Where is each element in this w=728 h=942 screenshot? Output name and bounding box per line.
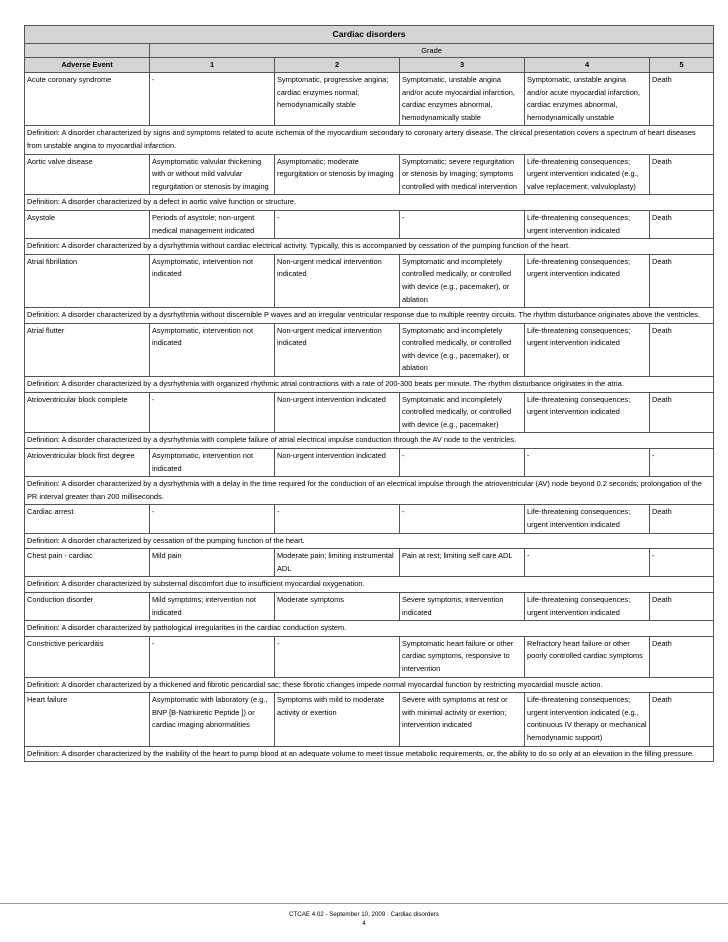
grade-2-cell: Asymptomatic; moderate regurgitation or stenosis by imaging — [275, 154, 400, 195]
definition-text: Definition: A disorder characterized by a dysrhythmia without discernible P waves and an irregular ventricular response due to multiple reentry circuits. The rhythm disturbance originates above the ventricles. — [25, 308, 714, 324]
definition-row — [25, 533, 714, 549]
table-row — [25, 505, 714, 533]
grade-1-cell: - — [150, 73, 275, 126]
grade-4-cell: Life-threatening consequences; urgent intervention indicated — [525, 323, 650, 376]
adverse-event-cell: Atrioventricular block complete — [25, 392, 150, 433]
grade-5-cell: Death — [650, 693, 714, 746]
grade-5-cell: Death — [650, 210, 714, 238]
table-row — [25, 549, 714, 577]
definition-row — [25, 746, 714, 762]
grade-4-cell: Life-threatening consequences; urgent intervention indicated (e.g., continuous IV therapy or mechanical hemodynamic support) — [525, 693, 650, 746]
grade-4-cell: Life-threatening consequences; urgent intervention indicated — [525, 505, 650, 533]
adverse-event-cell: Cardiac arrest — [25, 505, 150, 533]
definition-text: Definition: A disorder characterized by a defect in aortic valve function or structure. — [25, 195, 714, 211]
grade-1-cell: Asymptomatic valvular thickening with or without mild valvular regurgitation or stenosis by imaging — [150, 154, 275, 195]
definition-text: Definition: A disorder characterized by substernal discomfort due to insufficient myocardial oxygenation. — [25, 577, 714, 593]
definition-row — [25, 621, 714, 637]
table-row — [25, 392, 714, 433]
grade-2-cell: Non-urgent medical intervention indicated — [275, 254, 400, 307]
grade-1-cell: Mild pain — [150, 549, 275, 577]
ctcae-page — [24, 25, 713, 762]
grade-1-cell: Mild symptoms; intervention not indicated — [150, 592, 275, 620]
definition-text: Definition: A disorder characterized by a dysrhythmia with a delay in the time required for the conduction of an electrical impulse through the atrioventricular (AV) node beyond 0.2 seconds; prolongation of the PR interval greater than 200 milliseconds. — [25, 477, 714, 505]
table-row — [25, 693, 714, 746]
grade-3-cell: Symptomatic and incompletely controlled medically, or controlled with device (e.g., pacemaker), or ablation — [400, 254, 525, 307]
adverse-event-cell: Atrial flutter — [25, 323, 150, 376]
grade-5-cell: Death — [650, 323, 714, 376]
definition-row — [25, 308, 714, 324]
grade-3-cell: Symptomatic and incompletely controlled medically, or controlled with device (e.g., pacemaker) — [400, 392, 525, 433]
column-header-grade-5: 5 — [650, 58, 714, 73]
grade-5-cell: Death — [650, 592, 714, 620]
grade-4-cell: Life-threatening consequences; urgent intervention indicated — [525, 392, 650, 433]
adverse-event-cell: Atrioventricular block first degree — [25, 449, 150, 477]
definition-text: Definition: A disorder characterized by a dysrhythmia with complete failure of atrial electrical impulse conduction through the AV node to the ventricles. — [25, 433, 714, 449]
grade-4-cell: Symptomatic, unstable angina and/or acute myocardial infarction, cardiac enzymes abnormal, hemodynamically unstable — [525, 73, 650, 126]
grade-3-cell: Severe symptoms; intervention indicated — [400, 592, 525, 620]
definition-row — [25, 126, 714, 154]
table-row — [25, 210, 714, 238]
grade-header: Grade — [150, 44, 714, 58]
grade-3-cell: - — [400, 449, 525, 477]
column-header-adverse-event: Adverse Event — [25, 58, 150, 73]
grade-2-cell: Symptoms with mild to moderate activity or exertion — [275, 693, 400, 746]
grade-5-cell: Death — [650, 505, 714, 533]
grade-5-cell: - — [650, 549, 714, 577]
adverse-event-cell: Acute coronary syndrome — [25, 73, 150, 126]
grade-4-cell: - — [525, 549, 650, 577]
definition-row — [25, 195, 714, 211]
grade-2-cell: Moderate symptoms — [275, 592, 400, 620]
table-title: Cardiac disorders — [25, 26, 714, 44]
grade-4-cell: Life-threatening consequences; urgent intervention indicated — [525, 592, 650, 620]
grade-1-cell: Asymptomatic with laboratory (e.g., BNP [B-Natriuretic Peptide ]) or cardiac imaging abnormalities — [150, 693, 275, 746]
adverse-event-cell: Constrictive pericarditis — [25, 636, 150, 677]
column-header-grade-2: 2 — [275, 58, 400, 73]
grade-1-cell: - — [150, 636, 275, 677]
grade-5-cell: - — [650, 449, 714, 477]
grade-1-cell: Asymptomatic, intervention not indicated — [150, 254, 275, 307]
grade-3-cell: Severe with symptoms at rest or with minimal activity or exertion; intervention indicated — [400, 693, 525, 746]
definition-text: Definition: A disorder characterized by cessation of the pumping function of the heart. — [25, 533, 714, 549]
grade-2-cell: - — [275, 210, 400, 238]
grade-1-cell: - — [150, 505, 275, 533]
grade-5-cell: Death — [650, 154, 714, 195]
grade-3-cell: - — [400, 210, 525, 238]
grade-3-cell: Symptomatic heart failure or other cardiac symptoms, responsive to intervention — [400, 636, 525, 677]
grade-5-cell: Death — [650, 392, 714, 433]
adverse-event-cell: Conduction disorder — [25, 592, 150, 620]
column-header-grade-1: 1 — [150, 58, 275, 73]
grade-1-cell: - — [150, 392, 275, 433]
grade-5-cell: Death — [650, 254, 714, 307]
table-row — [25, 592, 714, 620]
definition-row — [25, 677, 714, 693]
grade-1-cell: Periods of asystole; non-urgent medical management indicated — [150, 210, 275, 238]
definition-row — [25, 377, 714, 393]
grade-3-cell: Symptomatic and incompletely controlled medically, or controlled with device (e.g., pacemaker), or ablation — [400, 323, 525, 376]
definition-text: Definition: A disorder characterized by a thickened and fibrotic pericardial sac; these fibrotic changes impede normal myocardial function by restricting myocardial muscle action. — [25, 677, 714, 693]
definition-row — [25, 477, 714, 505]
grade-4-cell: Life-threatening consequences; urgent intervention indicated — [525, 254, 650, 307]
grade-2-cell: Non-urgent intervention indicated — [275, 449, 400, 477]
definition-text: Definition: A disorder characterized by a dysrhythmia with organized rhythmic atrial contractions with a rate of 200-300 beats per minute. The rhythm disturbance originates in the atria. — [25, 377, 714, 393]
definition-text: Definition: A disorder characterized by pathological irregularities in the cardiac conduction system. — [25, 621, 714, 637]
table-row — [25, 323, 714, 376]
definition-text: Definition: A disorder characterized by a dysrhythmia without cardiac electrical activity. Typically, this is accompanied by cessation of the pumping function of the heart. — [25, 239, 714, 255]
grade-4-cell: Life-threatening consequences; urgent intervention indicated — [525, 210, 650, 238]
grade-2-cell: Symptomatic, progressive angina; cardiac enzymes normal; hemodynamically stable — [275, 73, 400, 126]
grade-2-cell: Moderate pain; limiting instrumental ADL — [275, 549, 400, 577]
grade-3-cell: Symptomatic; severe regurgitation or stenosis by imaging; symptoms controlled with medical intervention — [400, 154, 525, 195]
table-row — [25, 636, 714, 677]
grade-3-cell: - — [400, 505, 525, 533]
grade-1-cell: Asymptomatic, intervention not indicated — [150, 449, 275, 477]
table-row — [25, 154, 714, 195]
adverse-event-table — [24, 25, 714, 762]
grade-5-cell: Death — [650, 636, 714, 677]
adverse-event-cell: Atrial fibrillation — [25, 254, 150, 307]
adverse-event-cell: Aortic valve disease — [25, 154, 150, 195]
table-row — [25, 449, 714, 477]
grade-4-cell: - — [525, 449, 650, 477]
grade-4-cell: Refractory heart failure or other poorly controlled cardiac symptoms — [525, 636, 650, 677]
grade-5-cell: Death — [650, 73, 714, 126]
column-header-grade-4: 4 — [525, 58, 650, 73]
adverse-event-cell: Heart failure — [25, 693, 150, 746]
table-row — [25, 254, 714, 307]
grade-2-cell: Non-urgent intervention indicated — [275, 392, 400, 433]
adverse-event-cell: Asystole — [25, 210, 150, 238]
definition-row — [25, 239, 714, 255]
grade-3-cell: Pain at rest; limiting self care ADL — [400, 549, 525, 577]
page-number: 4 — [362, 920, 366, 927]
definition-text: Definition: A disorder characterized by the inability of the heart to pump blood at an adequate volume to meet tissue metabolic requirements, or, the ability to do so only at an elevation in the filling pressure. — [25, 746, 714, 762]
definition-row — [25, 433, 714, 449]
column-header-grade-3: 3 — [400, 58, 525, 73]
adverse-event-cell: Chest pain - cardiac — [25, 549, 150, 577]
definition-row — [25, 577, 714, 593]
table-row — [25, 73, 714, 126]
definition-text: Definition: A disorder characterized by signs and symptoms related to acute ischemia of the myocardium secondary to coronary artery disease. The clinical presentation covers a spectrum of heart diseases from unstable angina to myocardial infarction. — [25, 126, 714, 154]
grade-2-cell: Non-urgent medical intervention indicated — [275, 323, 400, 376]
page-footer — [0, 903, 728, 928]
grade-4-cell: Life-threatening consequences; urgent intervention indicated (e.g., valve replacement, valvuloplasty) — [525, 154, 650, 195]
grade-2-cell: - — [275, 505, 400, 533]
grade-1-cell: Asymptomatic, intervention not indicated — [150, 323, 275, 376]
footer-text: CTCAE 4.02 - September 10, 2009 : Cardiac disorders — [289, 911, 439, 918]
grade-header-spacer — [25, 44, 150, 58]
grade-2-cell: - — [275, 636, 400, 677]
grade-3-cell: Symptomatic, unstable angina and/or acute myocardial infarction, cardiac enzymes abnormal, hemodynamically stable — [400, 73, 525, 126]
